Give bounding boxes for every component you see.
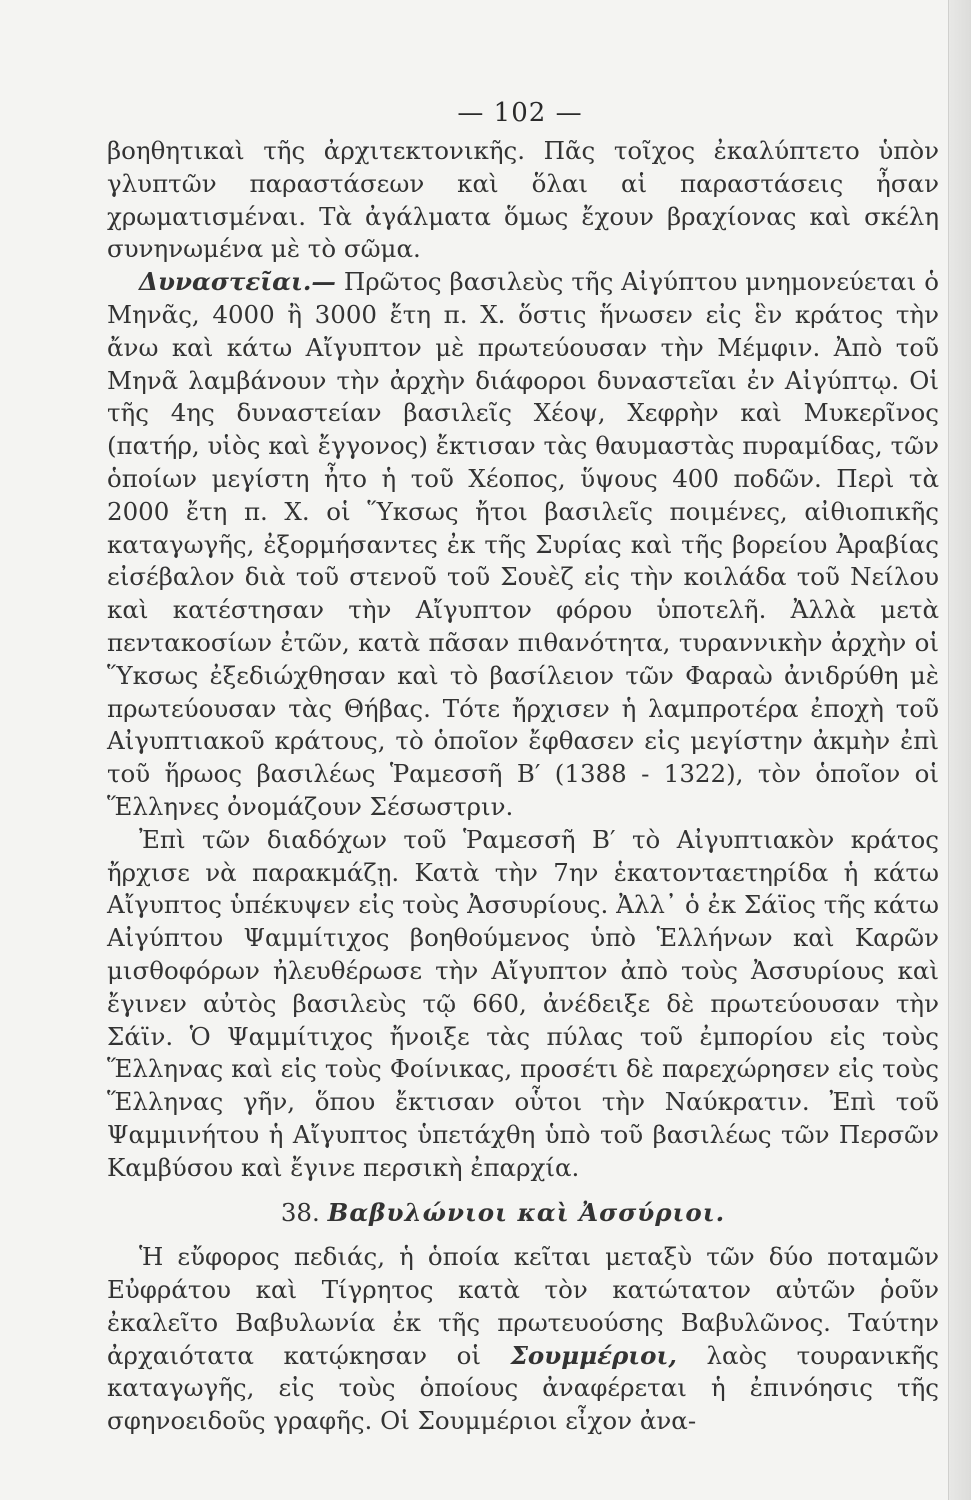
paragraph-architecture: βοηθητικαὶ τῆς ἀρχιτεκτονικῆς. Πᾶς τοῖχος ἐκαλύπτετο ὑπὸν γλυπτῶν παραστάσεων καὶ ὅλαι αἱ παραστάσεις ἦσαν χρωματισμέναι. Τὰ ἀγάλματα ὅμως ἔχουν βραχίονας καὶ σκέλη συνηνωμένα μὲ τὸ σῶμα. [107,136,939,264]
paragraph-babylonia [107,1241,939,1438]
paragraph-babylonia-part1: Ἡ εὔφορος πεδιάς, ἡ ὁποία κεῖται μεταξὺ τῶν δύο ποταμῶν Εὐφράτου καὶ Τίγρητος κατὰ τὸν κατώτατον αὐτῶν ῥοῦν ἐκαλεῖτο Βαβυλωνία ἐκ τῆς πρωτευούσης Βαβυλῶνος. Ταύτην ἀρχαιότατα κατῴκησαν οἱ [107,1242,939,1370]
section-heading [107,1197,939,1230]
section-title: Βαβυλώνιοι καὶ Ἀσσύριοι. [327,1197,726,1227]
paragraph-dynasties-body: Πρῶτος βασιλεὺς τῆς Αἰγύπτου μνημονεύεται ὁ Μηνᾶς, 4000 ἢ 3000 ἔτη π. Χ. ὅστις ἥνωσεν εἰς ἓν κράτος τὴν ἄνω καὶ κάτω Αἴγυπτον μὲ πρωτεύουσαν τὴν Μέμφιν. Ἀπὸ τοῦ Μηνᾶ λαμβάνουν τὴν ἀρχὴν διάφοροι δυναστεῖαι ἐν Αἰγύπτῳ. Οἱ τῆς 4ης δυναστείαν βασιλεῖς Χέοψ, Χεφρὴν καὶ Μυκερῖνος (πατήρ, υἱὸς καὶ ἔγγονος) ἔκτισαν τὰς θαυμαστὰς πυραμίδας, τῶν ὁποίων μεγίστη ἦτο ἡ τοῦ Χέοπος, ὕψους 400 ποδῶν. Περὶ τὰ 2000 ἔτη π. Χ. οἱ Ὕκσως ἤτοι βασιλεῖς ποιμένες, αἰθιοπικῆς καταγωγῆς, ἐξορμήσαντες ἐκ τῆς Συρίας καὶ τῆς βορείου Ἀραβίας εἰσέβαλον διὰ τοῦ στενοῦ τοῦ Σουὲζ εἰς τὴν κοιλάδα τοῦ Νείλου καὶ κατέστησαν τὴν Αἴγυπτον φόρου ὑποτελῆ. Ἀλλὰ μετὰ πεντακοσίων ἐτῶν, κατὰ πᾶσαν πιθανότητα, τυραννικὴν ἀρχὴν οἱ Ὕκσως ἐξεδιώχθησαν καὶ τὸ βασίλειον τῶν Φαραὼ ἀνιδρύθη μὲ πρωτεύουσαν τὰς Θήβας. Τότε ἤρχισεν ἡ λαμπροτέρα ἐποχὴ τοῦ Αἰγυπτιακοῦ κράτους, τὸ ὁποῖον ἔφθασεν εἰς μεγίστην ἀκμὴν ἐπὶ τοῦ ἥρωος βασιλέως Ῥαμεσσῆ Β′ (1388 - 1322), τὸν ὁποῖον οἱ Ἕλληνες ὀνομάζουν Σέσωστριν. [107,267,939,821]
paragraph-successors: Ἐπὶ τῶν διαδόχων τοῦ Ῥαμεσσῆ Β′ τὸ Αἰγυπτιακὸν κράτος ἤρχισε νὰ παρακμάζῃ. Κατὰ τὴν 7ην ἑκατονταετηρίδα ἡ κάτω Αἴγυπτος ὑπέκυψεν εἰς τοὺς Ἀσσυρίους. Ἀλλ᾽ ὁ ἐκ Σάϊος τῆς κάτω Αἰγύπτου Ψαμμίτιχος βοηθούμενος ὑπὸ Ἑλλήνων καὶ Καρῶν μισθοφόρων ἠλευθέρωσε τὴν Αἴγυπτον ἀπὸ τοὺς Ἀσσυρίους καὶ ἔγινεν αὐτὸς βασιλεὺς τῷ 660, ἀνέδειξε δὲ πρωτεύουσαν τὴν Σάϊν. Ὁ Ψαμμίτιχος ἤνοιξε τὰς πύλας τοῦ ἐμπορίου εἰς τοὺς Ἕλληνας καὶ εἰς τοὺς Φοίνικας, προσέτι δὲ παρεχώρησεν εἰς τοὺς Ἕλληνας γῆν, ὅπου ἔκτισαν οὗτοι τὴν Ναύκρατιν. Ἐπὶ τοῦ Ψαμμινήτου ἡ Αἴγυπτος ὑπετάχθη ὑπὸ τοῦ βασιλέως τῶν Περσῶν Καμβύσου καὶ ἔγινε περσικὴ ἐπαρχία. [107,824,939,1182]
emphasis-sumerians: Σουμμέριοι, [510,1340,677,1370]
inline-heading-dynasties: Δυναστεῖαι.— [139,267,336,297]
page-number: — 102 — [457,98,583,128]
page-body [107,135,939,1438]
section-number: 38. [280,1197,320,1227]
paragraph-babylonia-part2: λαὸς τουρανικῆς καταγωγῆς, εἰς τοὺς ὁποίους ἀναφέρεται ἡ ἐπινόησις τῆς σφηνοειδοῦς γραφῆς. Οἱ Σουμμέριοι εἶχον ἀνα- [107,1340,939,1436]
adjacent-page-edge [948,0,971,1500]
paragraph-dynasties [107,266,939,824]
